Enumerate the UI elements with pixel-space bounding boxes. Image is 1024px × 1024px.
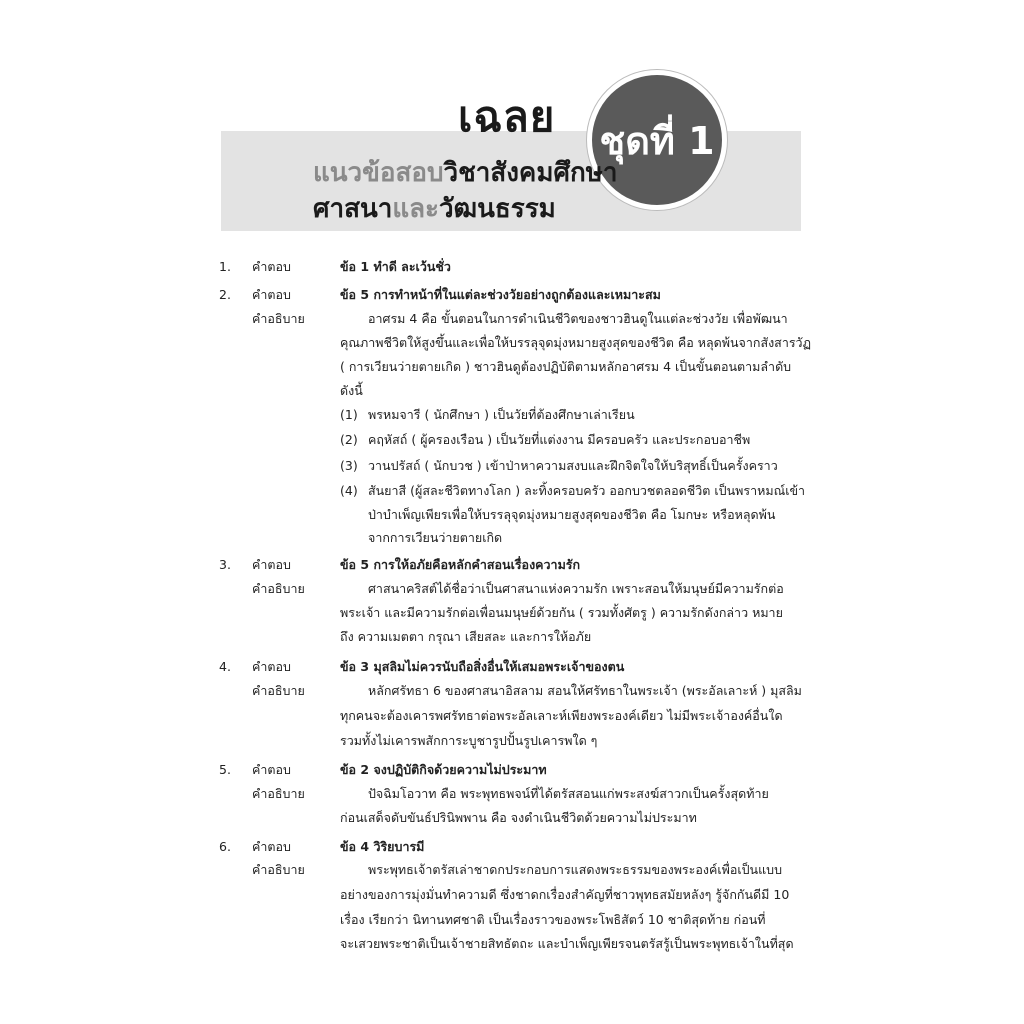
item-number: 4.	[219, 659, 231, 674]
explanation-label: คำอธิบาย	[252, 683, 305, 698]
explanation-line: ( การเวียนว่ายตายเกิด ) ชาวฮินดูต้องปฏิบัติตามหลักอาศรม 4 เป็นขั้นตอนตามลำดับ	[340, 359, 792, 374]
explanation-line: ถึง ความเมตตา กรุณา เสียสละ และการให้อภัย	[340, 629, 592, 644]
item-number: 3.	[219, 557, 231, 572]
answer-text: ข้อ 4 วิริยบารมี	[340, 839, 425, 854]
sub-item-number: (2)	[340, 432, 358, 447]
sub-item-text: คฤหัสถ์ ( ผู้ครองเรือน ) เป็นวัยที่แต่งงาน มีครอบครัว และประกอบอาชีพ	[368, 432, 751, 447]
subtitle-line-2	[313, 188, 556, 229]
item-number: 2.	[219, 287, 231, 302]
item-number: 5.	[219, 762, 231, 777]
explanation-line: หลักศรัทธา 6 ของศาสนาอิสลาม สอนให้ศรัทธาในพระเจ้า (พระอัลเลาะห์ ) มุสลิม	[368, 683, 802, 698]
subtitle-part: วัฒนธรรม	[439, 194, 556, 224]
explanation-line: ศาสนาคริสต์ได้ชื่อว่าเป็นศาสนาแห่งความรัก เพราะสอนให้มนุษย์มีความรักต่อ	[368, 581, 784, 596]
sub-item-number: (1)	[340, 407, 358, 422]
subtitle-part: แนวข้อสอบ	[313, 158, 444, 188]
answer-text: ข้อ 5 การทำหน้าที่ในแต่ละช่วงวัยอย่างถูกต้องและเหมาะสม	[340, 287, 661, 302]
sub-item-text: สันยาสี (ผู้สละชีวิตทางโลก ) ละทิ้งครอบครัว ออกบวชตลอดชีวิต เป็นพราหมณ์เข้า	[368, 483, 806, 498]
sub-item-number: (3)	[340, 458, 358, 473]
explanation-line: จะเสวยพระชาติเป็นเจ้าชายสิทธัตถะ และบำเพ็ญเพียรจนตรัสรู้เป็นพระพุทธเจ้าในที่สุด	[340, 936, 794, 951]
explanation-label: คำอธิบาย	[252, 311, 305, 326]
subtitle-part: ศาสนา	[313, 194, 393, 224]
explanation-label: คำอธิบาย	[252, 862, 305, 877]
answer-label: คำตอบ	[252, 259, 291, 274]
explanation-line: อย่างของการมุ่งมั่นทำความดี ซึ่งชาดกเรื่องสำคัญที่ชาวพุทธสมัยหลังๆ รู้จักกันดีมี 10	[340, 887, 790, 902]
explanation-line: คุณภาพชีวิตให้สูงขึ้นและเพื่อให้บรรลุจุดมุ่งหมายสูงสุดของชีวิต คือ หลุดพ้นจากสังสารวัฏ	[340, 335, 811, 350]
answer-label: คำตอบ	[252, 557, 291, 572]
explanation-line: ก่อนเสด็จดับขันธ์ปรินิพพาน คือ จงดำเนินชีวิตด้วยความไม่ประมาท	[340, 810, 697, 825]
answer-text: ข้อ 2 จงปฏิบัติกิจด้วยความไม่ประมาท	[340, 762, 547, 777]
page-title: เฉลย	[458, 92, 556, 141]
explanation-line: ดังนี้	[340, 383, 363, 398]
explanation-line: พระเจ้า และมีความรักต่อเพื่อนมนุษย์ด้วยกัน ( รวมทั้งศัตรู ) ความรักดังกล่าว หมาย	[340, 605, 783, 620]
sub-item-text: จากการเวียนว่ายตายเกิด	[368, 530, 503, 545]
answer-label: คำตอบ	[252, 839, 291, 854]
explanation-line: ทุกคนจะต้องเคารพศรัทธาต่อพระอัลเลาะห์เพียงพระองค์เดียว ไม่มีพระเจ้าองค์อื่นใด	[340, 708, 783, 723]
explanation-line: พระพุทธเจ้าตรัสเล่าชาดกประกอบการแสดงพระธรรมของพระองค์เพื่อเป็นแบบ	[368, 862, 783, 877]
explanation-label: คำอธิบาย	[252, 786, 305, 801]
answer-text: ข้อ 5 การให้อภัยคือหลักคำสอนเรื่องความรัก	[340, 557, 581, 572]
set-label: ชุดที่ 1	[599, 118, 715, 163]
explanation-line: อาศรม 4 คือ ขั้นตอนในการดำเนินชีวิตของชาวฮินดูในแต่ละช่วงวัย เพื่อพัฒนา	[368, 311, 788, 326]
item-number: 1.	[219, 259, 231, 274]
subtitle-part: วิชาสังคมศึกษา	[443, 158, 618, 188]
sub-item-text: วานปรัสถ์ ( นักบวช ) เข้าป่าหาความสงบและฝึกจิตใจให้บริสุทธิ์เป็นครั้งคราว	[368, 458, 778, 473]
answer-text: ข้อ 3 มุสลิมไม่ควรนับถือสิ่งอื่นให้เสมอพระเจ้าของตน	[340, 659, 625, 674]
explanation-label: คำอธิบาย	[252, 581, 305, 596]
answer-label: คำตอบ	[252, 762, 291, 777]
explanation-line: ปัจฉิมโอวาท คือ พระพุทธพจน์ที่ได้ตรัสสอนแก่พระสงฆ์สาวกเป็นครั้งสุดท้าย	[368, 786, 769, 801]
explanation-line: เรื่อง เรียกว่า นิทานทศชาติ เป็นเรื่องราวของพระโพธิสัตว์ 10 ชาติสุดท้าย ก่อนที่	[340, 912, 766, 927]
item-number: 6.	[219, 839, 231, 854]
sub-item-number: (4)	[340, 483, 358, 498]
answer-label: คำตอบ	[252, 287, 291, 302]
answer-text: ข้อ 1 ทำดี ละเว้นชั่ว	[340, 259, 451, 274]
answer-label: คำตอบ	[252, 659, 291, 674]
explanation-line: รวมทั้งไม่เคารพสักการะบูชารูปปั้นรูปเคารพใด ๆ	[340, 733, 598, 748]
subtitle-part: และ	[392, 194, 440, 224]
sub-item-text: ป่าบำเพ็ญเพียรเพื่อให้บรรลุจุดมุ่งหมายสูงสุดของชีวิต คือ โมกษะ หรือหลุดพ้น	[368, 507, 776, 522]
subtitle-line-1	[313, 152, 617, 193]
sub-item-text: พรหมจารี ( นักศึกษา ) เป็นวัยที่ต้องศึกษาเล่าเรียน	[368, 407, 635, 422]
